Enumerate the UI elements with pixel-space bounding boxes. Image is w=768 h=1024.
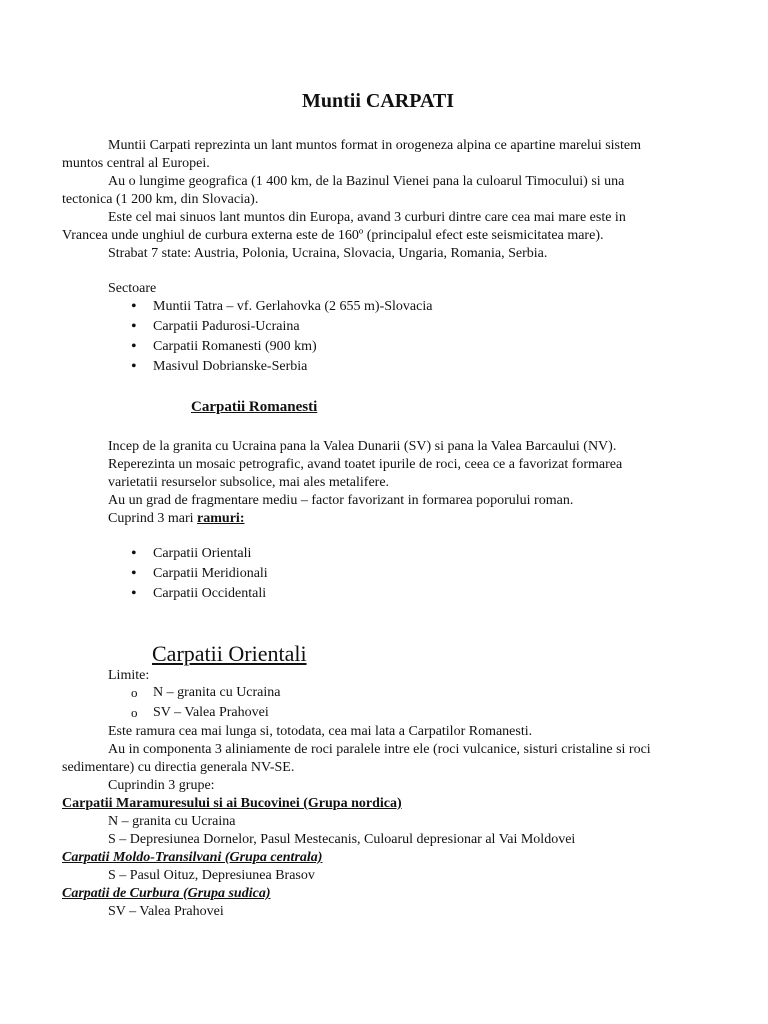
intro-line: muntos central al Europei. bbox=[62, 156, 210, 171]
ramuri-list bbox=[131, 544, 268, 604]
intro-line: Este cel mai sinuos lant muntos din Europa, avand 3 curburi dintre care cea mai mare este in bbox=[108, 210, 626, 225]
section-heading-romanesti: Carpatii Romanesti bbox=[191, 399, 318, 415]
list-item: • Carpatii Meridionali bbox=[131, 564, 268, 584]
cuprind-text: Cuprind 3 mari bbox=[108, 511, 198, 526]
intro-line: Strabat 7 state: Austria, Polonia, Ucraina, Slovacia, Ungaria, Romania, Serbia. bbox=[108, 246, 548, 261]
document-title: Muntii CARPATI bbox=[302, 90, 455, 112]
body-line: Au in componenta 3 aliniamente de roci paralele intre ele (roci vulcanice, sisturi cristaline si roci bbox=[108, 742, 651, 757]
sectoare-label: Sectoare bbox=[108, 281, 157, 296]
group-heading-sudica: Carpatii de Curbura (Grupa sudica) bbox=[62, 886, 271, 901]
intro-line: Au o lungime geografica (1 400 km, de la Bazinul Vienei pana la culoarul Timocului) si una bbox=[108, 174, 625, 189]
limite-label: Limite: bbox=[108, 668, 150, 683]
intro-line: Muntii Carpati reprezinta un lant muntos format in orogeneza alpina ce apartine marelui sistem bbox=[108, 138, 641, 153]
list-item: • Carpatii Padurosi-Ucraina bbox=[131, 317, 432, 337]
intro-line: Vrancea unde unghiul de curbura externa este de 160º (principalul efect este seismicitatea mare). bbox=[62, 228, 604, 243]
group-heading-centrala: Carpatii Moldo-Transilvani (Grupa centrala) bbox=[62, 850, 323, 865]
list-item: • Muntii Tatra – vf. Gerlahovka (2 655 m)-Slovacia bbox=[131, 297, 432, 317]
body-line: Au un grad de fragmentare mediu – factor favorizant in formarea poporului roman. bbox=[108, 493, 574, 508]
body-line: N – granita cu Ucraina bbox=[108, 814, 236, 829]
body-line: sedimentare) cu directia generala NV-SE. bbox=[62, 760, 295, 775]
body-line: varietatii resurselor subsolice, mai ales metalifere. bbox=[108, 475, 390, 490]
sectoare-list bbox=[131, 297, 432, 377]
limite-list bbox=[131, 683, 281, 723]
body-line bbox=[108, 510, 244, 528]
group-heading-nordica: Carpatii Maramuresului si ai Bucovinei (Grupa nordica) bbox=[62, 796, 402, 811]
body-line: Este ramura cea mai lunga si, totodata, cea mai lata a Carpatilor Romanesti. bbox=[108, 724, 533, 739]
body-line: SV – Valea Prahovei bbox=[108, 904, 224, 919]
intro-line: tectonica (1 200 km, din Slovacia). bbox=[62, 192, 259, 207]
list-item: • Carpatii Romanesti (900 km) bbox=[131, 337, 432, 357]
body-line: Incep de la granita cu Ucraina pana la Valea Dunarii (SV) si pana la Valea Barcaului (NV). bbox=[108, 439, 617, 454]
body-line: S – Depresiunea Dornelor, Pasul Mestecanis, Culoarul depresionar al Vai Moldovei bbox=[108, 832, 576, 847]
list-item: • Carpatii Occidentali bbox=[131, 584, 268, 604]
body-line: Reperezinta un mosaic petrografic, avand toatet ipurile de roci, ceea ce a favorizat formarea bbox=[108, 457, 623, 472]
list-item: • Masivul Dobrianske-Serbia bbox=[131, 357, 432, 377]
body-line: Cuprindin 3 grupe: bbox=[108, 778, 215, 793]
ramuri-label: ramuri: bbox=[197, 511, 245, 526]
list-item: • Carpatii Orientali bbox=[131, 544, 268, 564]
section-heading-orientali: Carpatii Orientali bbox=[152, 641, 307, 666]
list-item: o N – granita cu Ucraina bbox=[131, 683, 281, 703]
list-item: o SV – Valea Prahovei bbox=[131, 703, 281, 723]
body-line: S – Pasul Oituz, Depresiunea Brasov bbox=[108, 868, 315, 883]
